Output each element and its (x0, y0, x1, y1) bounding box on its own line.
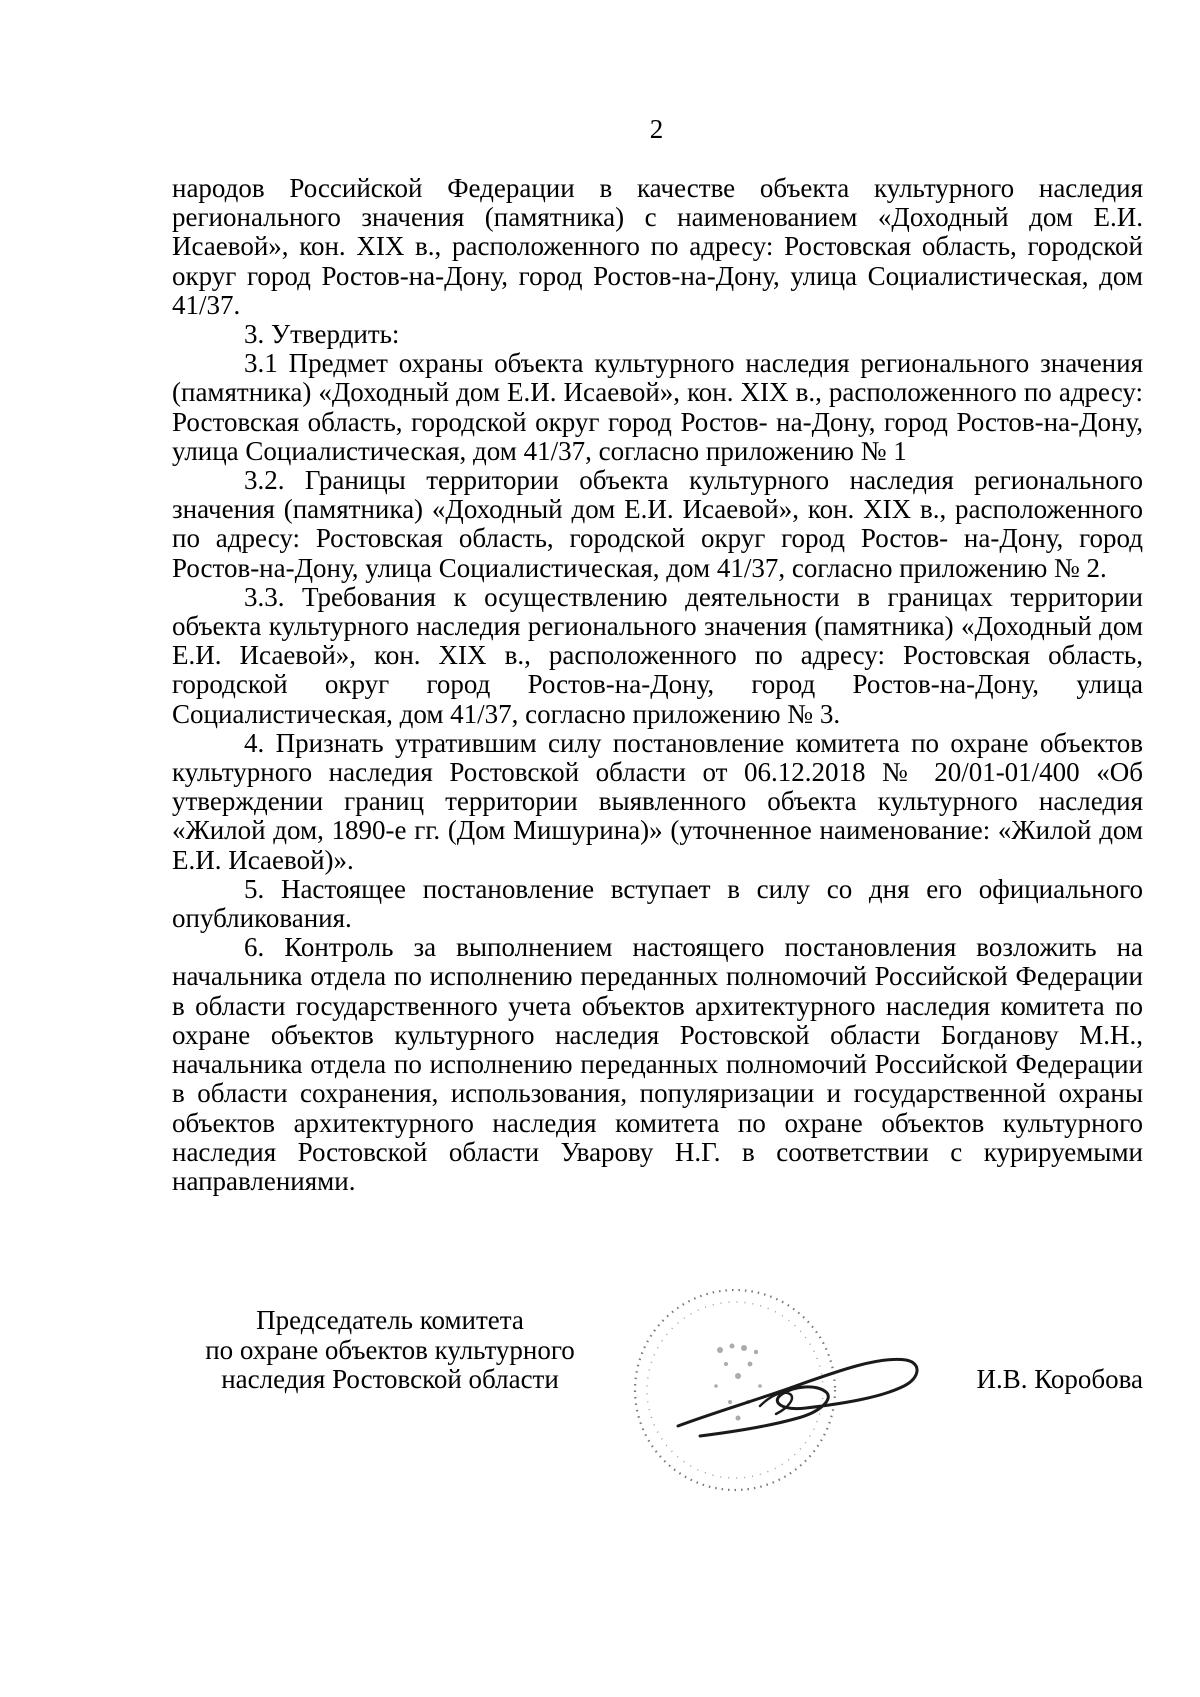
signatory-title (170, 1306, 610, 1395)
page-number: 2 (649, 114, 664, 144)
paragraph-item-3-3: 3.3. Требования к осуществлению деятельности в границах территории объекта культурного наследия регионального значения (памятника) «Доходный дом Е.И. Исаевой», кон. XIX в., расположенного по адресу: Ростовская область, городской округ город Ростов-на-Дону, город Ростов-на-Дону, улица Социалистическая, дом 41/37, согласно приложению № 3. (172, 581, 1143, 729)
paragraph-item-3: 3. Утвердить: (244, 319, 400, 350)
paragraph-item-4: 4. Признать утратившим силу постановление комитета по охране объектов культурного наследия Ростовской области от 06.12.2018 № 20/01-01/400 «Об утверждении границ территории выявленного объекта культурного наследия «Жилой дом, 1890-е гг. (Дом Мишурина)» (уточненное наименование: «Жилой дом Е.И. Исаевой)». (172, 727, 1143, 875)
paragraph-item-3-1: 3.1 Предмет охраны объекта культурного наследия регионального значения (памятника) «Доходный дом Е.И. Исаевой», кон. XIX в., расположенного по адресу: Ростовская область, городской округ город Ростов- на-Дону, город Ростов-на-Дону, улица Социалистическая, дом 41/37, согласно приложению № 1 (172, 348, 1143, 466)
paragraph-item-3-2: 3.2. Границы территории объекта культурного наследия регионального значения (памятника) «Доходный дом Е.И. Исаевой», кон. XIX в., расположенного по адресу: Ростовская область, городской округ город Ростов- на-Дону, город Ростов-на-Дону, улица Социалистическая, дом 41/37, согласно приложению № 2. (172, 465, 1143, 583)
signatory-title-line: Председатель комитета (256, 1305, 524, 1335)
intro-paragraph: народов Российской Федерации в качестве объекта культурного наследия регионального значения (памятника) с наименованием «Доходный дом Е.И. Исаевой», кон. XIX в., расположенного по адресу: Ростовская область, городской округ город Ростов-на-Дону, город Ростов-на-Дону, улица Социалистическая, дом 41/37. (172, 173, 1143, 320)
signatory-name: И.В. Коробова (976, 1364, 1143, 1394)
seal-with-signature-icon (620, 1268, 940, 1508)
paragraph-item-5: 5. Настоящее постановление вступает в силу со дня его официального опубликования. (172, 873, 1143, 934)
paragraph-item-6: 6. Контроль за выполнением настоящего постановления возложить на начальника отдела по исполнению переданных полномочий Российской Федерации в области государственного учета объектов архитектурного наследия комитета по охране объектов культурного наследия Ростовской области Богданову М.Н., начальника отдела по исполнению переданных полномочий Российской Федерации в области сохранения, использования, популяризации и государственной охраны объектов архитектурного наследия комитета по охране объектов культурного наследия Ростовской области Уварову Н.Г. в соответствии с курируемыми направлениями. (172, 932, 1143, 1196)
document-body (172, 174, 1143, 1196)
signatory-title-line: наследия Ростовской области (221, 1364, 559, 1394)
signatory-title-line: по охране объектов культурного (205, 1334, 575, 1365)
